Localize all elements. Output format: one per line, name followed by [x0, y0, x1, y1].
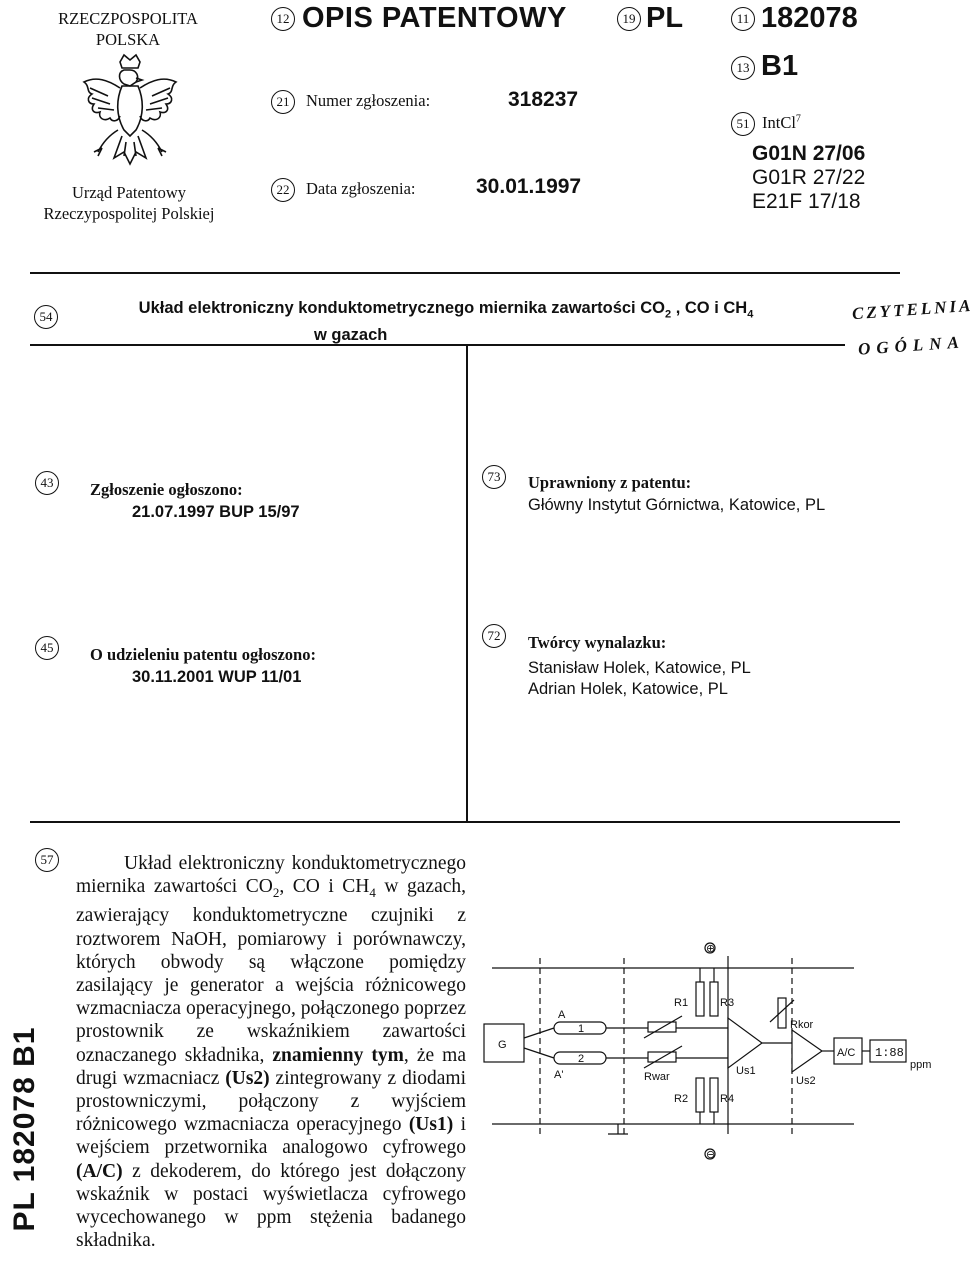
label-A: A: [558, 1009, 566, 1021]
country-code: PL: [646, 2, 684, 34]
ipc-label-text: IntCl: [762, 113, 796, 132]
published-label: Zgłoszenie ogłoszono:: [90, 480, 243, 499]
inventors-list: [528, 658, 751, 700]
app-number-label: Numer zgłoszenia:: [306, 91, 431, 110]
invention-title: [116, 298, 776, 346]
label-R4: R4: [720, 1093, 735, 1105]
label-G: G: [498, 1039, 507, 1051]
ipc-label-sup: 7: [795, 113, 801, 125]
title-line1-b: , CO i CH: [671, 299, 748, 317]
abstract-sub-2: 2: [272, 885, 280, 901]
abstract-p4: , że ma drugi wzmacniacz: [76, 1044, 466, 1089]
inid-code-45: 45: [35, 636, 59, 660]
rule-top: [30, 272, 900, 274]
eagle-emblem: [78, 52, 182, 174]
library-stamp-line2: OGÓLNA: [857, 332, 966, 359]
abstract-p5: zintegrowany z diodami prostowniczymi, połączony z wyjściem różnicowego wzmacniacza operacyjnego: [76, 1067, 466, 1136]
abstract-p1: Układ elektroniczny konduktometrycznego miernika zawartości CO: [76, 853, 466, 898]
label-R2: R2: [674, 1093, 689, 1105]
r3-resistor: [710, 982, 718, 1016]
us1-opamp: [728, 1018, 762, 1068]
r1-resistor: [696, 982, 704, 1016]
country-line2: POLSKA: [95, 30, 161, 49]
label-sensor-2: 2: [578, 1053, 585, 1065]
owner-value: Główny Instytut Górnictwa, Katowice, PL: [528, 496, 826, 514]
plus-terminal: ⊕: [706, 943, 716, 955]
office-line2: Rzeczypospolitej Polskiej: [43, 204, 215, 223]
circuit-diagram: [478, 938, 948, 1168]
label-Rwar: Rwar: [644, 1071, 670, 1083]
country-name: [52, 8, 204, 50]
abstract-p7: z dekoderem, do którego jest dołączony wskaźnik w postaci wyświetlacza cyfrowego wycechowanego w ppm stężenia badanego składnika.: [76, 1160, 466, 1252]
grant-value: 30.11.2001 WUP 11/01: [132, 668, 302, 686]
rule-title-bottom: [30, 344, 845, 346]
ipc-classes: [752, 142, 865, 214]
patent-number: 182078: [761, 2, 858, 34]
abstract-p6: i wejściem przetwornika analogowo cyfrowego: [76, 1114, 467, 1159]
title-sub-2: 2: [664, 308, 672, 321]
r4-resistor: [710, 1078, 718, 1112]
inid-code-43: 43: [35, 471, 59, 495]
inid-code-72: 72: [482, 624, 506, 648]
ipc-label: [762, 113, 801, 133]
abstract-ac: (A/C): [76, 1160, 123, 1182]
ipc-class-3: E21F 17/18: [752, 190, 861, 213]
abstract-us1: (Us1): [408, 1114, 454, 1136]
r2-resistor: [696, 1078, 704, 1112]
inid-code-73: 73: [482, 465, 506, 489]
title-sub-4: 4: [747, 308, 754, 321]
grant-label: O udzieleniu patentu ogłoszono:: [90, 645, 316, 664]
inid-code-13: 13: [731, 56, 755, 80]
inid-code-54: 54: [34, 305, 58, 329]
label-Us2: Us2: [796, 1075, 816, 1087]
label-AC: A/C: [837, 1047, 856, 1059]
ipc-class-1: G01N 27/06: [752, 142, 866, 165]
filing-date-label: Data zgłoszenia:: [306, 179, 416, 198]
app-number: 318237: [508, 88, 579, 111]
side-patent-id: PL 182078 B1: [8, 1026, 41, 1232]
office-line1: Urząd Patentowy: [71, 183, 187, 202]
inventors-label: Twórcy wynalazku:: [528, 633, 667, 652]
label-A-prime: A': [554, 1069, 564, 1081]
filing-date: 30.01.1997: [476, 175, 582, 198]
abstract-us2: (Us2): [225, 1067, 270, 1089]
label-sensor-1: 1: [578, 1023, 585, 1035]
label-R1: R1: [674, 997, 689, 1009]
title-line2: w gazach: [314, 326, 388, 345]
inventor-2: Adrian Holek, Katowice, PL: [528, 680, 728, 698]
office-name: [30, 182, 228, 224]
inid-code-22: 22: [271, 178, 295, 202]
doc-type: OPIS PATENTOWY: [302, 2, 567, 34]
inid-code-21: 21: [271, 90, 295, 114]
inid-code-51: 51: [731, 112, 755, 136]
abstract-p2: , CO i CH: [279, 876, 370, 898]
ipc-class-2: G01R 27/22: [752, 166, 866, 189]
label-Rkor: Rkor: [790, 1019, 814, 1031]
abstract-characterised: znamienny tym: [272, 1044, 404, 1066]
title-line1-a: Układ elektroniczny konduktometrycznego miernika zawartości CO: [138, 299, 665, 317]
published-value: 21.07.1997 BUP 15/97: [132, 503, 300, 521]
display-digits: 1:88: [875, 1046, 904, 1060]
rule-abstract-top: [30, 821, 900, 823]
abstract-p3: w gazach, zawierający konduktometryczne czujniki z roztworem NaOH, pomiarowy i porównawczy, których obwody są włączone pomiędzy zasilający je generator a wejścia różnicowego wzmacniacza operacyjnego, połączonego poprzez prostownik ze wskaźnikiem zawartości oznaczanego składnika,: [76, 876, 467, 1066]
inid-code-11: 11: [731, 7, 755, 31]
inventor-1: Stanisław Holek, Katowice, PL: [528, 659, 751, 677]
us2-opamp: [792, 1030, 822, 1072]
label-ppm: ppm: [910, 1059, 932, 1071]
inid-code-12: 12: [271, 7, 295, 31]
label-R3: R3: [720, 997, 735, 1009]
owner-label: Uprawniony z patentu:: [528, 473, 692, 492]
abstract-text: [76, 852, 466, 1252]
country-line1: RZECZPOSPOLITA: [58, 9, 198, 28]
label-Us1: Us1: [736, 1065, 756, 1077]
minus-terminal: ⊖: [706, 1149, 716, 1161]
kind-code: B1: [761, 50, 799, 82]
library-stamp-line1: CZYTELNIA: [851, 295, 974, 324]
title-line1: [116, 298, 776, 325]
inid-code-19: 19: [617, 7, 641, 31]
abstract-sub-4: 4: [369, 885, 376, 901]
column-divider: [466, 344, 468, 822]
inid-code-57: 57: [35, 848, 59, 872]
